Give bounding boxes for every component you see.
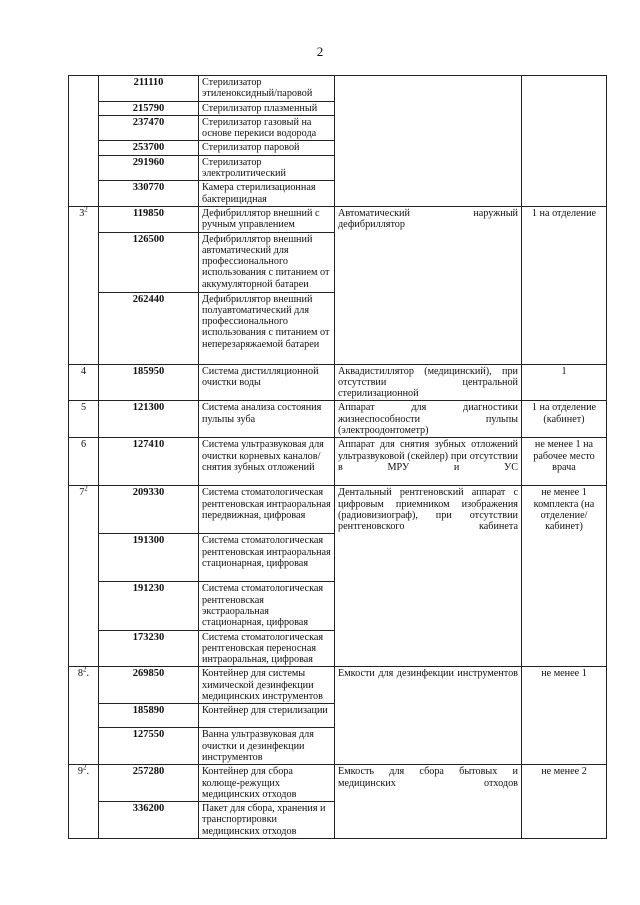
item-code: 215790 [99,101,199,115]
item-name: Система стоматологическая рентгеновская переносная интраоральная, цифровая [199,630,335,667]
item-code: 209330 [99,486,199,534]
item-name: Дефибриллятор внешний с ручным управлением [199,206,335,232]
item-name: Система стоматологическая рентгеновская интраоральная передвижная, цифровая [199,486,335,534]
required-quantity: 1 на отделение [522,206,607,364]
row-number-value: 9 [77,766,84,778]
table-row [69,206,607,232]
required-quantity: 1 [522,364,607,401]
table-row [69,364,607,401]
item-code: 173230 [99,630,199,667]
item-name: Система анализа состояния пульпы зуба [199,401,335,438]
table-row [69,667,607,704]
item-code: 269850 [99,667,199,704]
required-quantity: не менее 2 [522,765,607,839]
item-name: Система стоматологическая рентгеновская интраоральная стационарная, цифровая [199,534,335,582]
item-code: 257280 [99,765,199,802]
required-quantity: не менее 1 на рабочее место врача [522,438,607,486]
item-code: 126500 [99,232,199,292]
equipment-description: Автоматический наружный дефибриллятор [335,206,522,364]
row-number-value: 4 [80,365,87,377]
equipment-description: Емкости для дезинфекции инструментов [335,667,522,765]
item-name: Стерилизатор электролитический [199,155,335,181]
item-code: 185950 [99,364,199,401]
row-number-suffix: . [86,668,90,680]
row-number [69,765,99,839]
equipment-table [68,75,607,839]
item-name: Система ультразвуковая для очистки корневых каналов/снятия зубных отложений [199,438,335,486]
row-number [69,667,99,765]
table-row [69,486,607,534]
row-number-footnote: 2 [83,666,87,675]
item-code: 336200 [99,802,199,839]
row-number-value: 3 [79,207,85,219]
row-number-footnote: 2 [84,484,88,493]
required-quantity: 1 на отделение (кабинет) [522,401,607,438]
item-code: 291960 [99,155,199,181]
item-code: 253700 [99,141,199,155]
item-code: 119850 [99,206,199,232]
table-row [69,76,607,102]
item-name: Камера стерилизационная бактерицидная [199,181,335,207]
row-number [69,401,99,438]
item-name: Стерилизатор плазменный [199,101,335,115]
item-code: 191230 [99,582,199,630]
item-name: Система дистилляционной очистки воды [199,364,335,401]
page-number: 2 [316,44,324,59]
item-name: Контейнер для сбора колюще-режущих медицинских отходов [199,765,335,802]
row-number-value: 6 [80,439,87,451]
item-name: Ванна ультразвуковая для очистки и дезинфекции инструментов [199,728,335,765]
row-number [69,486,99,667]
equipment-description: Дентальный рентгеновский аппарат с цифровым приемником изображения (радиовизиограф), при отсутствии рентгеновского кабинета [335,486,522,667]
row-number-suffix: . [86,766,90,778]
item-name: Дефибриллятор внешний автоматический для профессионального использования с питанием от аккумуляторной батареи [199,232,335,292]
row-number [69,364,99,401]
item-code: 127410 [99,438,199,486]
row-number [69,76,99,207]
item-code: 237470 [99,115,199,141]
item-name: Система стоматологическая рентгеновская экстраоральная стационарная, цифровая [199,582,335,630]
equipment-description: Аппарат для снятия зубных отложений ультразвуковой (скейлер) при отсутствии в МРУ и УС [335,438,522,486]
row-number [69,206,99,364]
item-code: 262440 [99,292,199,364]
item-name: Пакет для сбора, хранения и транспортировки медицинских отходов [199,802,335,839]
row-number-value: 5 [80,402,87,414]
equipment-description: Аппарат для диагностики жизнеспособности пульпы (электроодонтометр) [335,401,522,438]
item-name: Стерилизатор паровой [199,141,335,155]
row-number-footnote: 2 [83,763,87,772]
equipment-description: Аквадистиллятор (медицинский), при отсутствии центральной стерилизационной [335,364,522,401]
item-name: Контейнер для стерилизации [199,704,335,728]
item-code: 191300 [99,534,199,582]
item-name: Дефибриллятор внешний полуавтоматический для профессионального использования с питанием от неперезаряжаемой батареи [199,292,335,364]
table-row [69,765,607,802]
item-name: Стерилизатор этиленоксидный/паровой [199,76,335,102]
row-number [69,438,99,486]
table-row [69,401,607,438]
table-row [69,438,607,486]
row-number-value: 7 [79,487,85,499]
item-code: 127550 [99,728,199,765]
item-name: Стерилизатор газовый на основе перекиси водорода [199,115,335,141]
item-code: 121300 [99,401,199,438]
item-code: 185890 [99,704,199,728]
row-number-footnote: 2 [84,205,88,214]
item-code: 330770 [99,181,199,207]
item-code: 211110 [99,76,199,102]
required-quantity [522,76,607,207]
required-quantity: не менее 1 комплекта (на отделение/кабинет) [522,486,607,667]
equipment-description [335,76,522,207]
row-number-value: 8 [77,668,84,680]
required-quantity: не менее 1 [522,667,607,765]
equipment-description: Емкость для сбора бытовых и медицинских отходов [335,765,522,839]
item-name: Контейнер для системы химической дезинфекции медицинских инструментов [199,667,335,704]
